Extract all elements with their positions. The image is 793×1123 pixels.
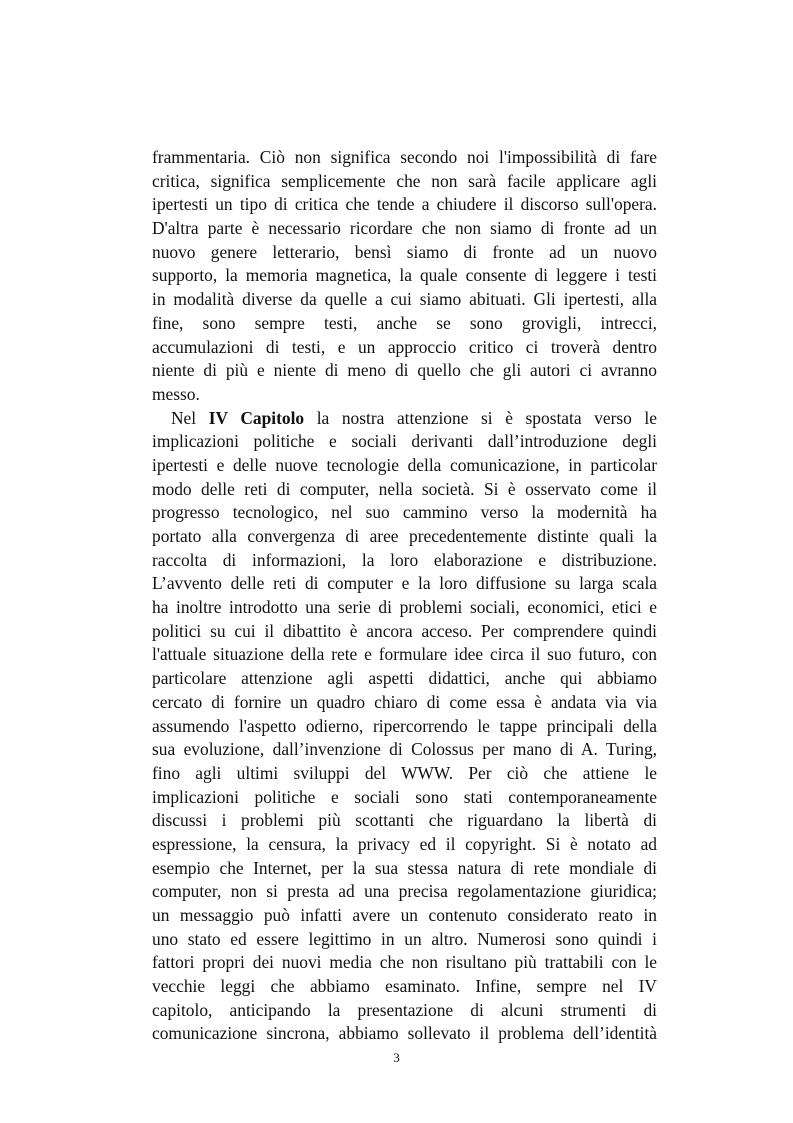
chapter-reference: IV Capitolo [208,407,305,428]
text-line: implicazioni politiche e sociali derivanti dall’introduzione degli [152,431,657,452]
text-line: particolare attenzione agli aspetti didattici, anche qui abbiamo [152,668,657,689]
text-line: discussi i problemi più scottanti che riguardano la libertà di [152,810,657,831]
page-number: 3 [393,1050,400,1065]
text-line: critica, significa semplicemente che non sarà facile applicare agli [152,170,657,191]
text-line: sua evoluzione, dall’invenzione di Colossus per mano di A. Turing, [152,739,657,760]
text-line: uno stato ed essere legittimo in un altro. Numerosi sono quindi i [152,928,657,949]
text-line: capitolo, anticipando la presentazione di alcuni strumenti di [152,999,657,1020]
text-line: esempio che Internet, per la sua stessa natura di rete mondiale di [152,857,657,878]
text-line: fattori propri dei nuovi media che non risultano più trattabili con le [152,952,657,973]
text-line: ipertesti un tipo di critica che tende a chiudere il discorso sull'opera. [152,194,657,215]
text-line: computer, non si presta ad una precisa regolamentazione giuridica; [152,881,657,902]
text-line: politici su cui il dibattito è ancora acceso. Per comprendere quindi [152,620,657,641]
text-line: niente di più e niente di meno di quello che gli autori ci avranno [152,360,657,381]
text-line: implicazioni politiche e sociali sono stati contemporaneamente [152,786,657,807]
text-line: fino agli ultimi sviluppi del WWW. Per ciò che attiene le [152,762,657,783]
line-suffix: la nostra attenzione si è spostata verso le [304,407,657,428]
body-text [152,146,657,1046]
text-line: supporto, la memoria magnetica, la quale consente di leggere i testi [152,265,657,286]
paragraph-continuation [152,146,657,407]
text-line: accumulazioni di testi, e un approccio critico ci troverà dentro [152,336,657,357]
text-line: frammentaria. Ciò non significa secondo noi l'impossibilità di fare [152,147,657,167]
text-line: fine, sono sempre testi, anche se sono grovigli, intrecci, [152,312,657,333]
line-prefix: Nel [171,407,209,428]
paragraph-chapter-iv [152,407,657,1047]
text-line: L’avvento delle reti di computer e la loro diffusione su larga scala [152,573,657,594]
text-line: progresso tecnologico, nel suo cammino verso la modernità ha [152,502,657,523]
text-line: comunicazione sincrona, abbiamo sollevato il problema dell’identità [152,1023,657,1044]
text-line: in modalità diverse da quelle a cui siamo abituati. Gli ipertesti, alla [152,289,657,310]
text-line: assumendo l'aspetto odierno, ripercorrendo le tappe principali della [152,715,657,736]
text-line: ipertesti e delle nuove tecnologie della comunicazione, in particolar [152,454,657,475]
text-line: D'altra parte è necessario ricordare che non siamo di fronte ad un [152,218,657,239]
text-line-first [152,407,657,431]
text-line: raccolta di informazioni, la loro elaborazione e distribuzione. [152,549,657,570]
text-line: espressione, la censura, la privacy ed il copyright. Si è notato ad [152,833,657,854]
text-line: modo delle reti di computer, nella società. Si è osservato come il [152,478,657,499]
text-line: messo. [152,383,200,404]
text-line: vecchie leggi che abbiamo esaminato. Infine, sempre nel IV [152,976,657,997]
text-line: portato alla convergenza di aree precedentemente distinte quali la [152,526,657,546]
text-line: l'attuale situazione della rete e formulare idee circa il suo futuro, con [152,644,657,665]
text-line: ha inoltre introdotto una serie di problemi sociali, economici, etici e [152,597,657,618]
text-line: un messaggio può infatti avere un contenuto considerato reato in [152,905,657,925]
text-line: nuovo genere letterario, bensì siamo di fronte ad un nuovo [152,241,657,262]
text-line: cercato di fornire un quadro chiaro di come essa è andata via via [152,691,657,712]
